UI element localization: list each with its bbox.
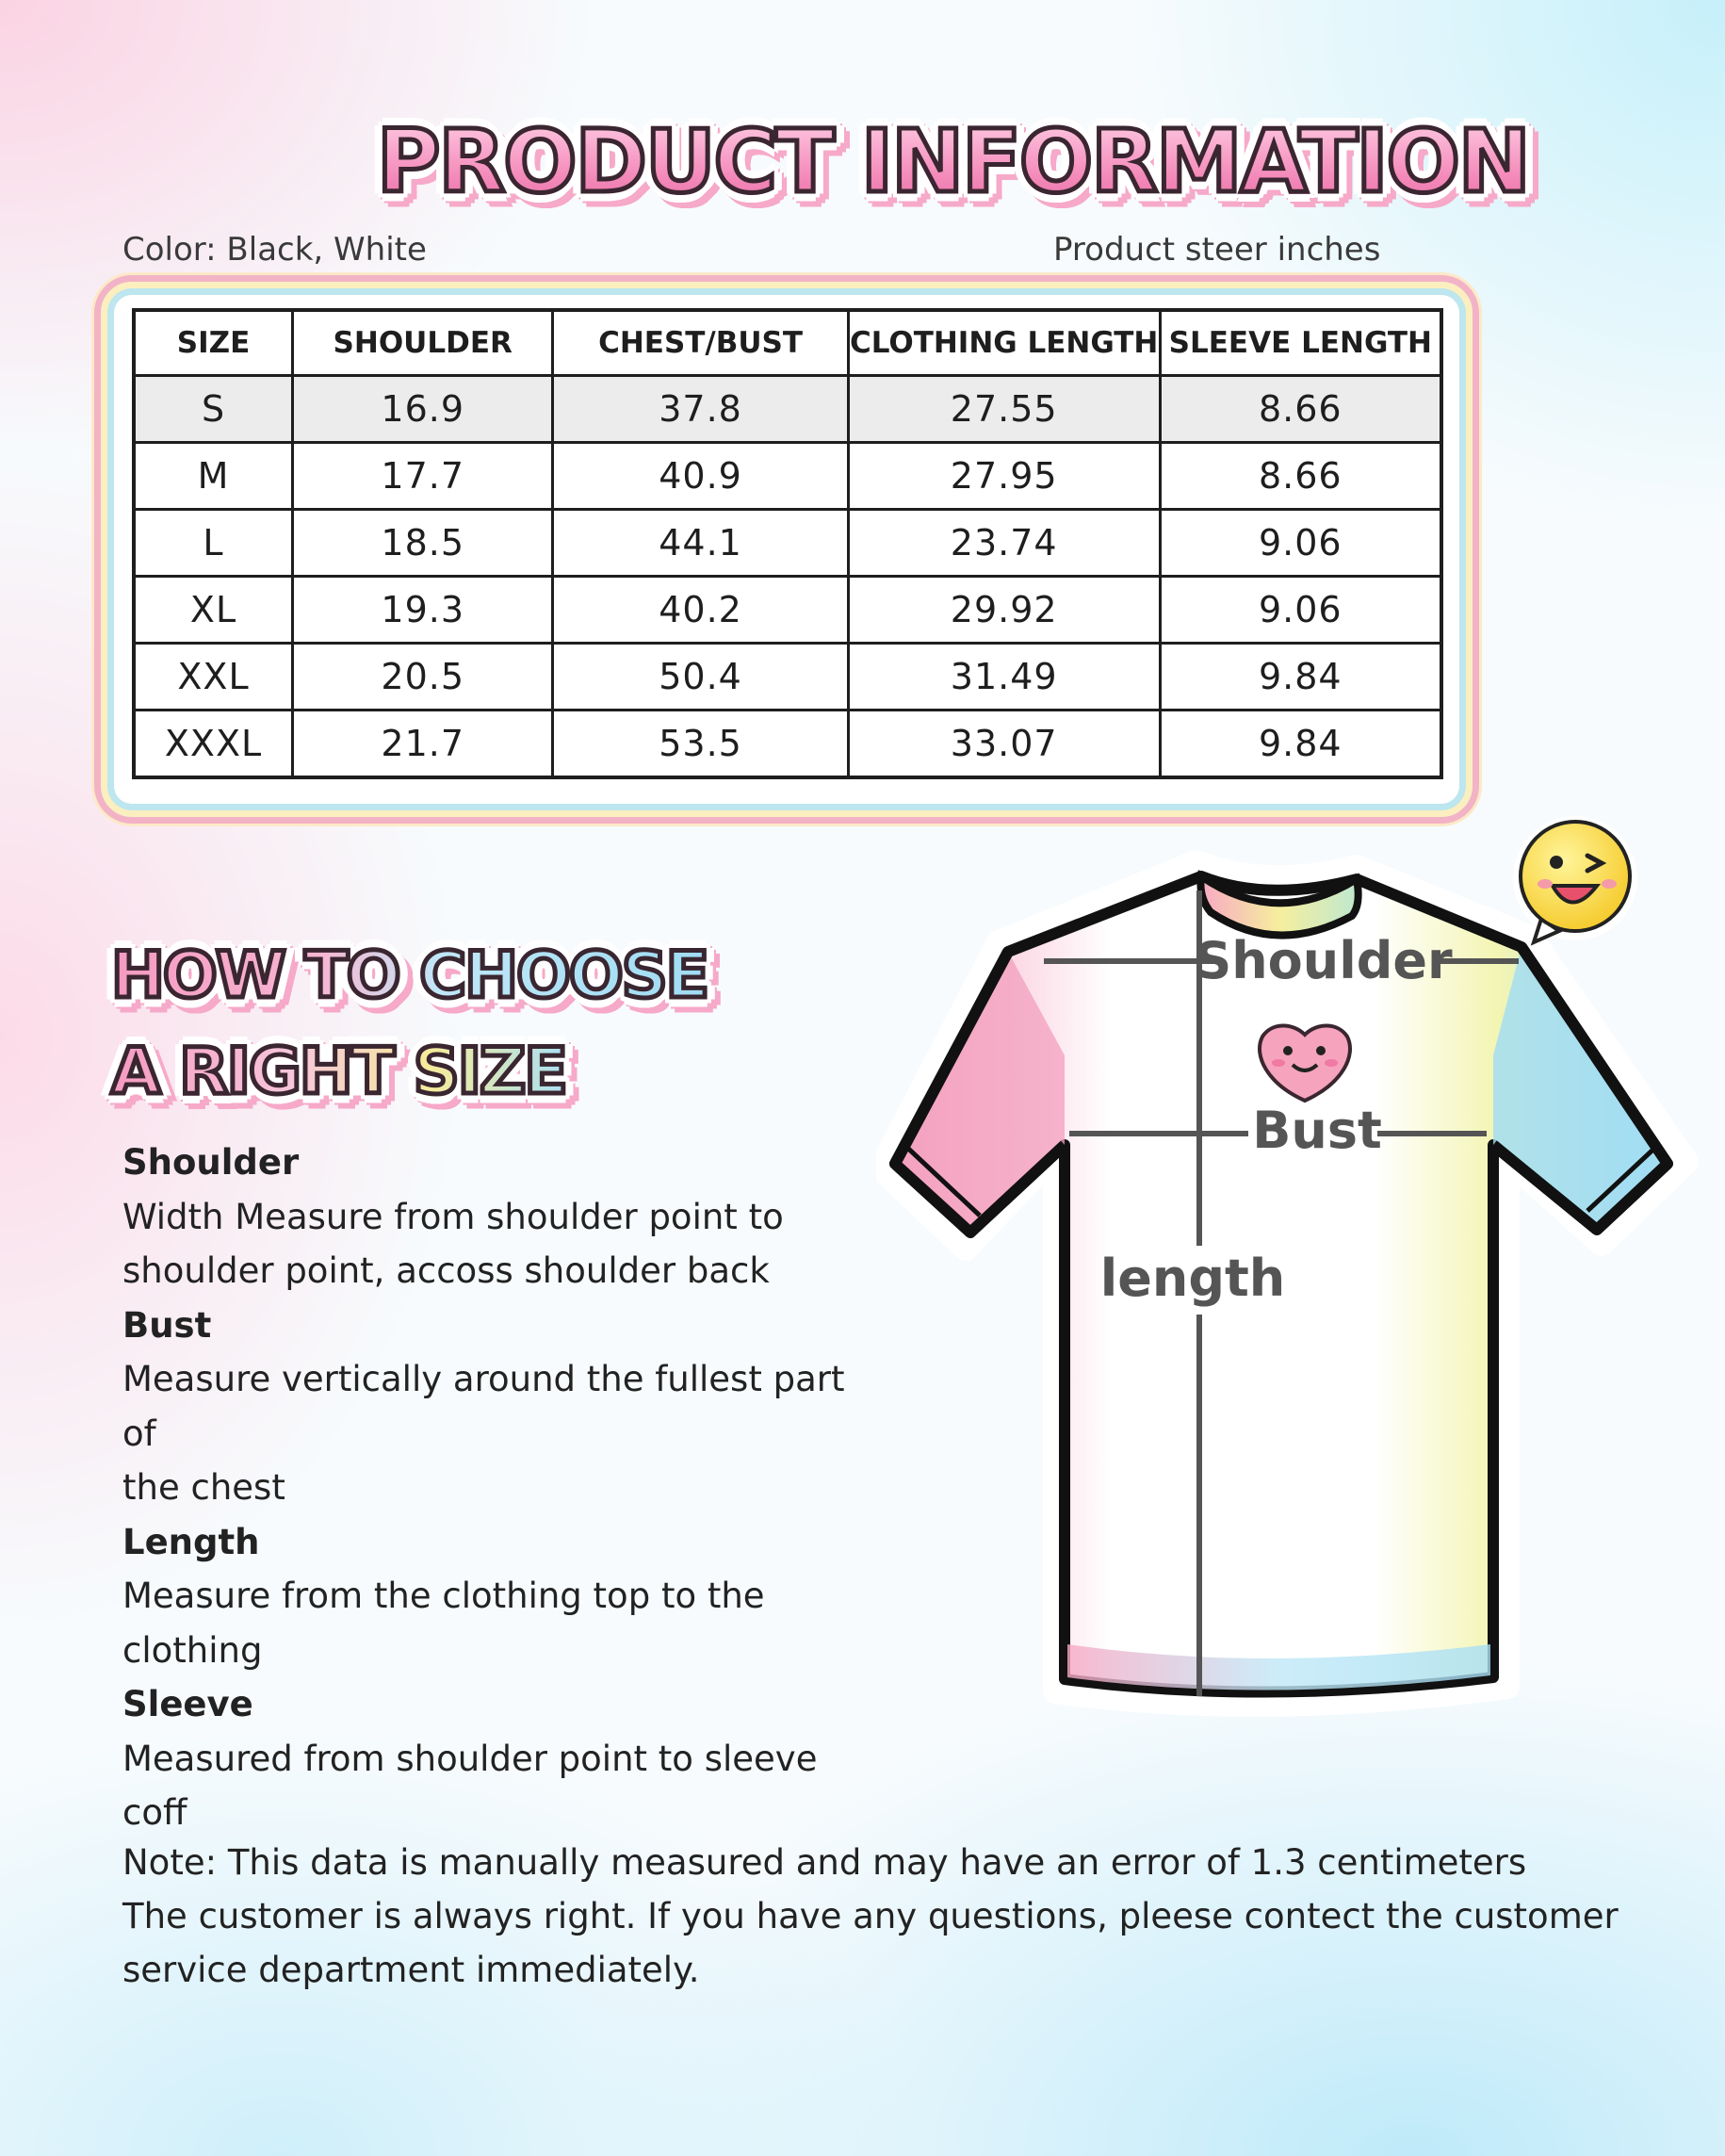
guide-text: shoulder point, accoss shoulder back [122,1250,770,1291]
cell-shoulder: 21.7 [293,710,553,778]
color-label: Color: Black, White [122,231,427,269]
header-clothing-length: CLOTHING LENGTH [848,310,1160,376]
cell-sleeve: 9.84 [1160,644,1441,710]
guide-text: the chest [122,1467,285,1508]
note-line: service department immediately. [122,1950,700,1990]
cell-sleeve: 9.06 [1160,510,1441,577]
cell-shoulder: 20.5 [293,644,553,710]
cell-length: 31.49 [848,644,1160,710]
cell-length: 27.95 [848,443,1160,510]
guide-heading-sleeve: Sleeve [122,1684,253,1724]
guide-heading-bust: Bust [122,1304,212,1346]
cell-length: 29.92 [848,577,1160,644]
cell-size: XXL [134,644,293,710]
cell-size: M [134,443,293,510]
cell-shoulder: 19.3 [293,577,553,644]
cell-size: S [134,376,293,443]
guide-heading-shoulder: Shoulder [122,1142,300,1183]
shoulder-label: Shoulder [1195,931,1453,990]
page-title: PRODUCT INFORMATION [377,111,1529,212]
cell-chest: 50.4 [553,644,848,710]
tshirt-diagram [876,810,1705,1724]
guide-text: Width Measure from shoulder point to [122,1196,784,1237]
cell-shoulder: 16.9 [293,376,553,443]
winking-emoji-icon [1513,816,1637,942]
guide-text: Measure from the clothing top to the [122,1576,765,1616]
cell-shoulder: 17.7 [293,443,553,510]
table-row [134,510,1441,577]
table-row [134,577,1441,644]
guide-text: Measured from shoulder point to sleeve coff [122,1738,818,1833]
cell-chest: 53.5 [553,710,848,778]
bust-label: Bust [1252,1101,1382,1160]
cell-length: 27.55 [848,376,1160,443]
size-guide [122,1135,876,1840]
cell-sleeve: 9.84 [1160,710,1441,778]
cell-chest: 37.8 [553,376,848,443]
table-row [134,710,1441,778]
header-sleeve-length: SLEEVE LENGTH [1160,310,1441,376]
cell-size: XL [134,577,293,644]
cell-sleeve: 9.06 [1160,577,1441,644]
note-line: The customer is always right. If you have any questions, pleese contect the customer [122,1896,1619,1936]
cell-chest: 40.2 [553,577,848,644]
cell-chest: 44.1 [553,510,848,577]
header-chest-bust: CHEST/BUST [553,310,848,376]
cell-length: 23.74 [848,510,1160,577]
unit-label: Product steer inches [1053,231,1381,269]
guide-text: clothing [122,1629,263,1671]
how-to-title-line1: HOW TO CHOOSE [111,939,708,1013]
cell-sleeve: 8.66 [1160,376,1441,443]
guide-text: Measure vertically around the fullest part of [122,1359,845,1454]
note [122,1836,1630,1997]
note-line: Note: This data is manually measured and may have an error of 1.3 centimeters [122,1842,1527,1883]
length-label: length [1099,1249,1286,1308]
table-row [134,443,1441,510]
header-shoulder: SHOULDER [293,310,553,376]
header-size: SIZE [134,310,293,376]
cell-size: L [134,510,293,577]
table-row [134,376,1441,443]
cell-chest: 40.9 [553,443,848,510]
table-row [134,644,1441,710]
cell-length: 33.07 [848,710,1160,778]
cell-size: XXXL [134,710,293,778]
table-header-row [134,310,1441,376]
cell-sleeve: 8.66 [1160,443,1441,510]
size-table [132,308,1443,779]
guide-heading-length: Length [122,1521,260,1562]
cell-shoulder: 18.5 [293,510,553,577]
how-to-title-line2: A RIGHT SIZE [111,1035,566,1109]
